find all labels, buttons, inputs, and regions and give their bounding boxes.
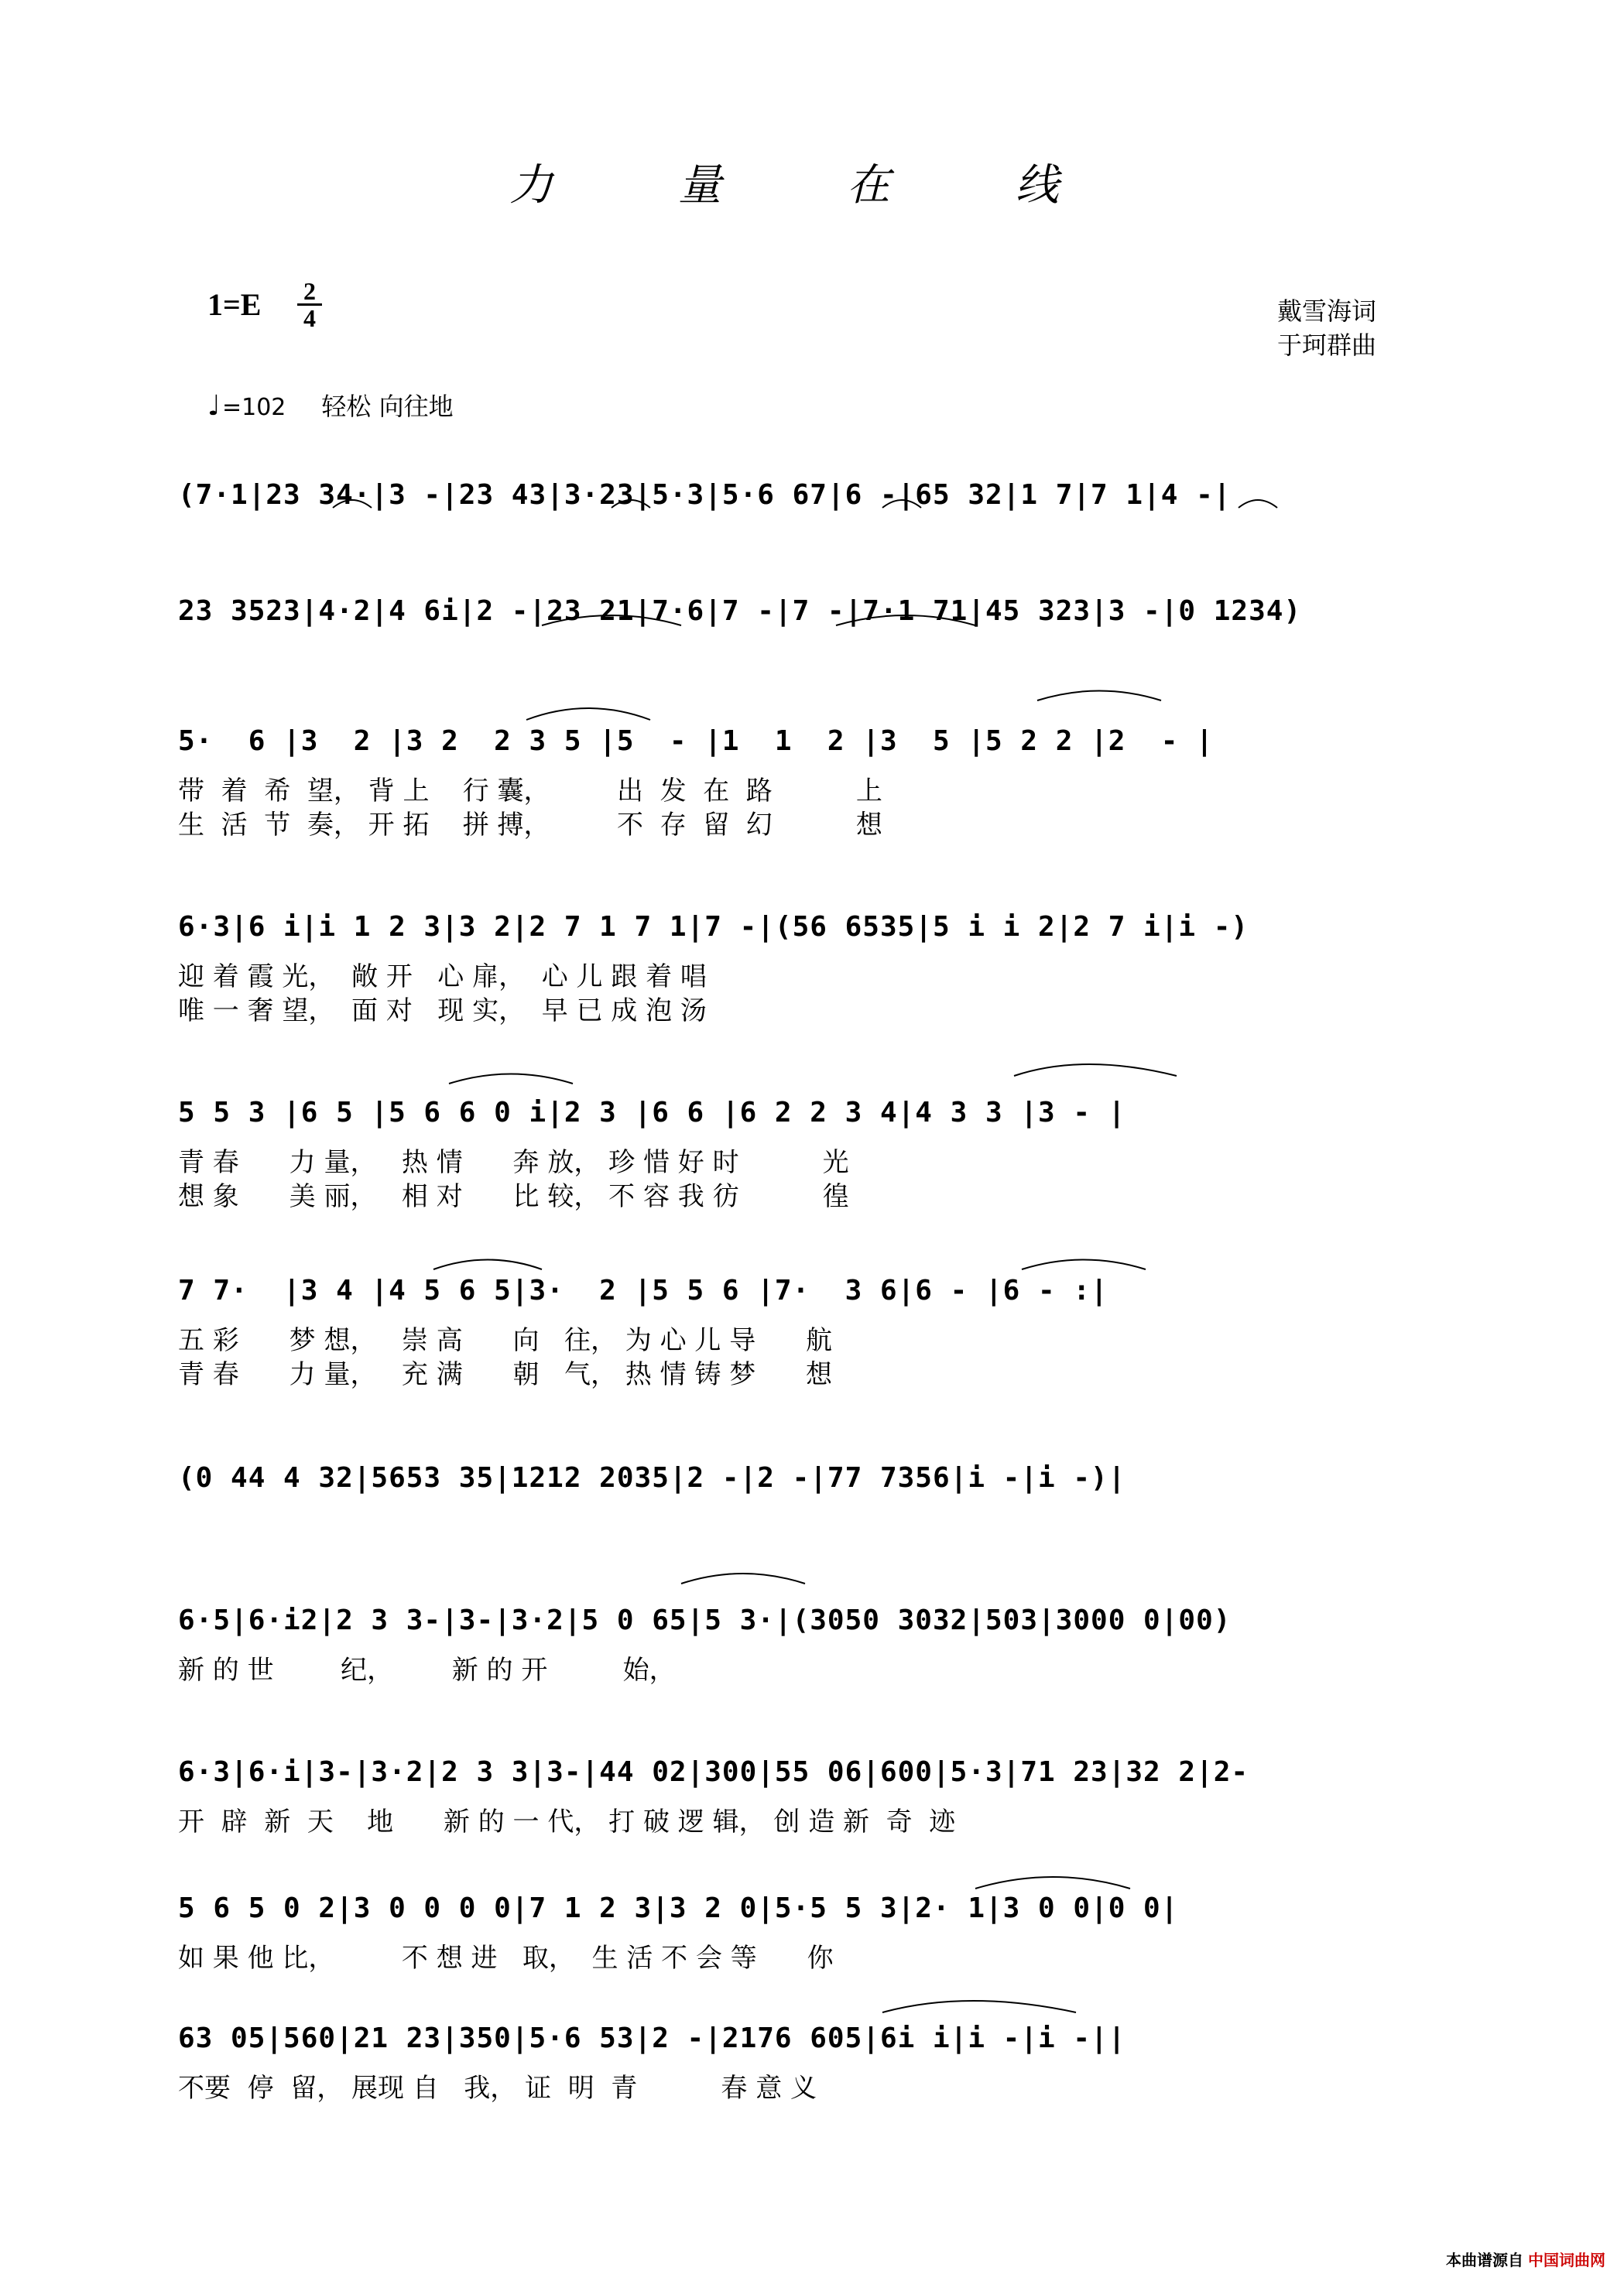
notation-line: 6·5|6·i2|2 3 3-|3-|3·2|5 0 65|5 3·|(3050 3032|503|3000 0|00) bbox=[178, 1605, 1232, 1636]
score-row bbox=[178, 1463, 1455, 1494]
lyric-verse-2: 青 春 力 量， 充 满 朝 气， 热 情 铸 梦 想 bbox=[178, 1359, 833, 1390]
source-footer bbox=[1446, 2248, 1605, 2270]
lyric-verse-1: 开 辟 新 天 地 新 的 一 代， 打 破 逻 辑， 创 造 新 奇 迹 bbox=[178, 1807, 956, 1837]
lyric-verse-2: 生 活 节 奏， 开 拓 拼 搏， 不 存 留 幻 想 bbox=[178, 810, 882, 841]
lyric-verse-1: 五 彩 梦 想， 崇 高 向 往， 为 心 儿 导 航 bbox=[178, 1325, 833, 1356]
notation-line: (0 44 4 32|5653 35|1212 2035|2 -|2 -|77 7356|i -|i -)| bbox=[178, 1462, 1126, 1494]
time-denominator: 4 bbox=[303, 304, 316, 332]
score-row bbox=[178, 1276, 1455, 1392]
notation-line: (7·1|23 34·|3 -|23 43|3·23|5·3|5·6 67|6 -|65 32|1 7|7 1|4 -| bbox=[178, 479, 1232, 511]
notation-line: 7 7· |3 4 |4 5 6 5|3· 2 |5 5 6 |7· 3 6|6 - |6 - :| bbox=[178, 1275, 1108, 1307]
credits bbox=[1277, 294, 1376, 362]
slur-mark bbox=[1014, 1064, 1177, 1076]
lyric-verse-1: 青 春 力 量， 热 情 奔 放， 珍 惜 好 时 光 bbox=[178, 1147, 849, 1178]
score-row bbox=[178, 2023, 1455, 2105]
slur-mark bbox=[433, 1260, 542, 1270]
lyric-verse-1: 带 着 希 望， 背 上 行 囊， 出 发 在 路 上 bbox=[178, 776, 882, 807]
lyricist-credit: 戴雪海词 bbox=[1277, 296, 1377, 326]
score-row bbox=[178, 1757, 1455, 1839]
score-row bbox=[178, 1605, 1455, 1687]
lyric-verse-1: 不要 停 留， 展现 自 我， 证 明 青 春 意 义 bbox=[178, 2073, 817, 2104]
notation-line: 23 3523|4·2|4 6i|2 -|23 21|7·6|7 -|7 -|7·1 71|45 323|3 -|0 1234) bbox=[178, 595, 1302, 627]
notation-line: 6·3|6 i|i 1 2 3|3 2|2 7 1 7 1|7 -|(56 6535|5 i i 2|2 7 i|i -) bbox=[178, 911, 1249, 943]
composer-credit: 于珂群曲 bbox=[1277, 331, 1377, 360]
source-site-link[interactable]: 中国词曲网 bbox=[1528, 2251, 1605, 2269]
score-row bbox=[178, 1893, 1455, 1975]
slur-mark bbox=[681, 1574, 805, 1584]
source-label: 本曲谱源自 bbox=[1446, 2251, 1523, 2269]
slur-mark bbox=[882, 2001, 1076, 2012]
lyric-verse-1: 新 的 世 纪， 新 的 开 始， bbox=[178, 1655, 676, 1686]
slur-mark bbox=[526, 708, 650, 720]
expression-marking: 轻松 向往地 bbox=[321, 392, 454, 421]
slur-mark bbox=[975, 1877, 1130, 1889]
tempo-marking bbox=[207, 387, 454, 423]
lyric-verse-1: 如 果 他 比， 不 想 进 取， 生 活 不 会 等 你 bbox=[178, 1943, 834, 1974]
right-watermark-strip bbox=[1616, 0, 1624, 2281]
notation-line: 5 6 5 0 2|3 0 0 0 0|7 1 2 3|3 2 0|5·5 5 3|2· 1|3 0 0|0 0| bbox=[178, 1892, 1179, 1924]
tempo-bpm: =102 bbox=[221, 394, 286, 421]
slur-mark bbox=[449, 1074, 573, 1084]
slur-mark bbox=[1022, 1260, 1146, 1270]
song-title: 力 量 在 线 bbox=[509, 160, 1115, 211]
score-row bbox=[178, 480, 1455, 511]
key-signature: 1=E bbox=[207, 287, 262, 322]
notation-line: 5· 6 |3 2 |3 2 2 3 5 |5 - |1 1 2 |3 5 |5 2 2 |2 - | bbox=[178, 725, 1214, 757]
slur-mark bbox=[1037, 691, 1161, 701]
score-row bbox=[178, 726, 1455, 842]
notation-line: 63 05|560|21 23|350|5·6 53|2 -|2176 605|6i i|i -|i -|| bbox=[178, 2022, 1126, 2054]
quarter-note-icon: ♩ bbox=[207, 390, 221, 422]
notation-line: 6·3|6·i|3-|3·2|2 3 3|3-|44 02|300|55 06|600|5·3|71 23|32 2|2- bbox=[178, 1756, 1249, 1788]
left-watermark-strip bbox=[0, 0, 8, 2281]
lyric-verse-1: 迎 着 霞 光， 敞 开 心 扉， 心 儿 跟 着 唱 bbox=[178, 961, 707, 992]
score-row bbox=[178, 912, 1455, 1028]
notation-line: 5 5 3 |6 5 |5 6 6 0 i|2 3 |6 6 |6 2 2 3 4|4 3 3 |3 - | bbox=[178, 1097, 1126, 1129]
lyric-verse-2: 想 象 美 丽， 相 对 比 较， 不 容 我 彷 徨 bbox=[178, 1181, 849, 1212]
lyric-verse-2: 唯 一 奢 望， 面 对 现 实， 早 已 成 泡 汤 bbox=[178, 995, 707, 1026]
score-row bbox=[178, 596, 1455, 627]
score-row bbox=[178, 1098, 1455, 1214]
time-numerator: 2 bbox=[303, 277, 316, 305]
time-signature bbox=[294, 279, 325, 331]
